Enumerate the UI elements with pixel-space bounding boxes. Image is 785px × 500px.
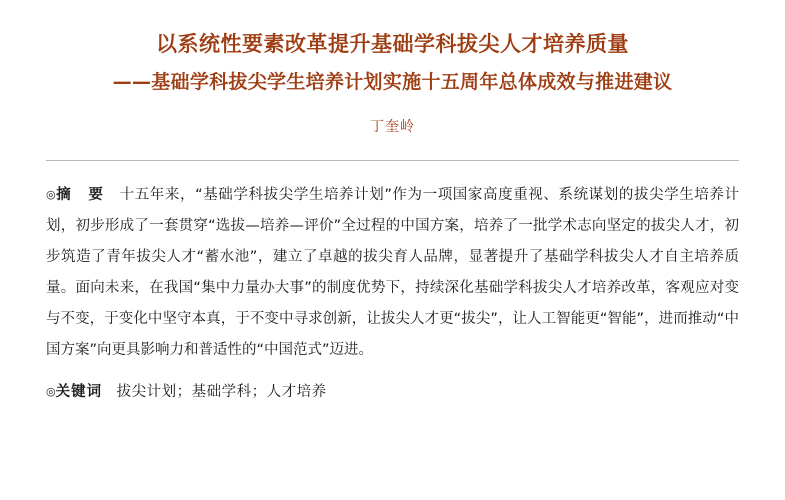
author-name: 丁奎岭 [370,119,415,135]
abstract-label: 摘 要 [56,187,105,203]
page-subtitle: ——基础学科拔尖学生培养计划实施十五周年总体成效与推进建议 [112,71,673,93]
page-title: 以系统性要素改革提升基础学科拔尖人才培养质量 [156,32,629,56]
abstract-marker-icon: ◎ [46,188,57,201]
keywords-text: 拔尖计划；基础学科；人才培养 [116,384,327,400]
title-block [46,28,739,98]
keywords-label: 关键词 [55,384,103,400]
abstract-paragraph [46,179,739,366]
divider [46,160,739,161]
body-block [46,179,739,408]
keywords-marker-icon: ◎ [46,385,56,398]
abstract-text: 十五年来，“基础学科拔尖学生培养计划”作为一项国家高度重视、系统谋划的拔尖学生培养计划，初步形成了一套贯穿“选拔—培养—评价”全过程的中国方案，培养了一批学术志向坚定的拔尖人才，初步筑造了青年拔尖人才“蓄水池”，建立了卓越的拔尖育人品牌，显著提升了基础学科拔尖人才自主培养质量。面向未来，在我国“集中力量办大事”的制度优势下，持续深化基础学科拔尖人才培养改革，客观应对变与不变，于变化中坚守本真，于不变中寻求创新，让拔尖人才更“拔尖”，让人工智能更“智能”，进而推动“中国方案”向更具影响力和普适性的“中国范式”迈进。 [46,187,740,358]
keywords-paragraph [46,376,739,408]
